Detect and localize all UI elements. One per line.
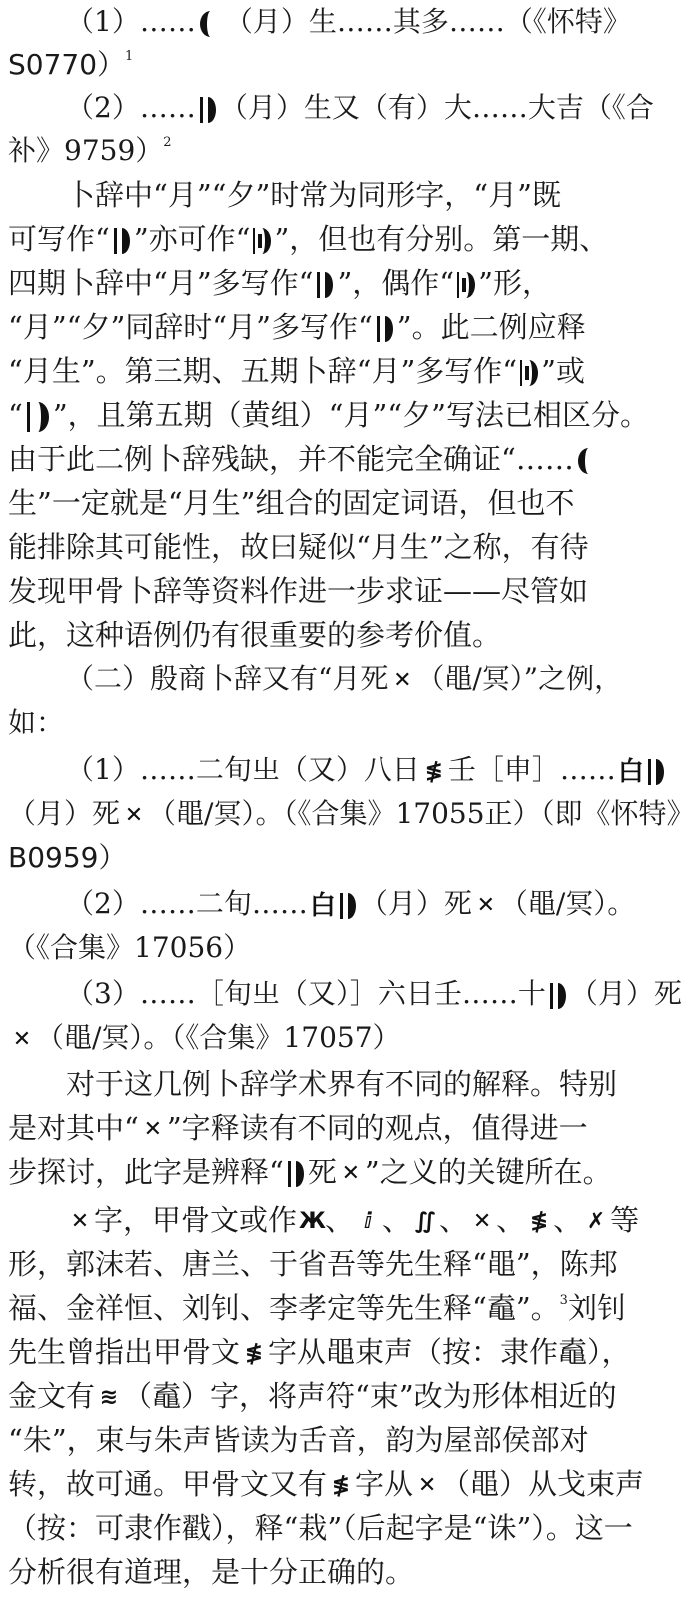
moon-glyph-icon	[288, 1161, 304, 1187]
text-run: 、	[382, 1203, 412, 1237]
text-run: 壬［申］……	[447, 753, 616, 786]
text-run: “	[8, 398, 23, 432]
ming-frog-glyph-icon: ✕	[124, 802, 144, 828]
text-run: （月）生……其多……（《怀特》	[224, 5, 631, 38]
moon-bold-glyph-icon	[27, 402, 49, 432]
text-run: 、	[496, 1203, 526, 1237]
text-run: 字从	[355, 1467, 414, 1501]
text-run: ”。此二例应释	[396, 310, 586, 344]
footnote-ref: 2	[163, 135, 172, 150]
text-run: 补》9759）	[8, 134, 164, 167]
text-run: （1）……	[66, 5, 196, 38]
ming-frog-glyph-icon: ✕	[476, 892, 496, 918]
text-run: 先生曾指出甲骨文	[8, 1335, 241, 1369]
moon-glyph-icon	[377, 316, 393, 342]
text-run: （按：可隶作戳），释“栽”（后起字是“诛”）。这一	[8, 1511, 633, 1545]
section-2-example-3-line-2	[8, 1018, 594, 1058]
text-run: （2）……	[66, 91, 196, 124]
text-run: 此，这种语例仍有很重要的参考价值。	[8, 618, 502, 652]
text-run: 生”一定就是“月生”组合的固定词语，但也不	[8, 486, 575, 520]
section-2-example-1-line-2	[8, 794, 695, 834]
text-run: 形，郭沫若、唐兰、于省吾等先生释“黽”，陈邦	[8, 1247, 618, 1281]
text-run: ”，偶作“	[337, 266, 455, 300]
paragraph-3-line	[8, 1420, 594, 1460]
paragraph-3-line	[8, 1288, 626, 1328]
section-2-example-1	[8, 750, 644, 790]
text-run: ”亦可作“	[133, 222, 251, 256]
text-run: 字从黽束声（按：隶作鼁），	[268, 1335, 631, 1369]
text-run: 如：	[8, 706, 65, 739]
text-run: 等	[610, 1203, 640, 1237]
text-run: “月生”。第三期、五期卜辞“月”多写作“	[8, 354, 518, 388]
text-run: （月）生又（有）大……大吉（《合	[219, 91, 654, 124]
paragraph-1-line	[8, 219, 609, 259]
text-run: 、	[553, 1203, 583, 1237]
section-2-example-2-line-2	[8, 928, 594, 968]
ming-frog-glyph-icon: ✕	[12, 1026, 32, 1052]
text-run: 转，故可通。甲骨文又有	[8, 1467, 328, 1501]
text-run: ”，且第五期（黄组）“月”“夕”写法已相区分。	[52, 398, 649, 432]
text-run: （黽/冥）。（《合集》17055正）（即《怀特》	[148, 797, 695, 830]
ming-frog-glyph-icon: ✕	[143, 1117, 163, 1142]
text-run: “月”“夕”同辞时“月”多写作“	[8, 310, 373, 344]
frog-variant-glyph-icon: ∬	[414, 1209, 436, 1234]
text-run: （二）殷商卜辞又有“月死	[66, 662, 389, 695]
text-run: 、	[439, 1203, 469, 1237]
text-run: B0959）	[8, 841, 127, 874]
paragraph-2-line	[8, 1152, 612, 1192]
text-run: （月）死	[569, 977, 682, 1010]
paragraph-1-line	[8, 527, 594, 567]
example-2-line-1	[8, 88, 654, 128]
paragraph-1-line	[8, 351, 594, 391]
moon-glyph-icon	[317, 272, 333, 298]
paragraph-3-line	[8, 1464, 645, 1504]
moon-glyph-icon	[200, 97, 216, 123]
footnote-ref: 3	[559, 1293, 568, 1308]
moon-crescent-glyph-icon	[200, 11, 221, 37]
text-run: 、	[325, 1203, 355, 1237]
text-run: 步探讨，此字是辨释“	[8, 1155, 284, 1189]
moon-variant-glyph-icon	[520, 360, 538, 386]
text-run: （鼁）字，将声符“束”改为形体相近的	[123, 1379, 617, 1413]
moon-glyph-icon	[648, 759, 664, 785]
paragraph-2-line	[8, 1108, 594, 1148]
moon-glyph-icon	[340, 893, 356, 919]
section-2-example-2	[8, 884, 636, 924]
text-run: S0770）	[8, 48, 126, 81]
frog-variant-glyph-icon: ≸	[331, 1473, 351, 1498]
bai-glyph-icon: 白	[617, 756, 644, 787]
text-run: 死	[307, 1155, 337, 1189]
text-run: 发现甲骨卜辞等资料作进一步求证——尽管如	[8, 574, 589, 608]
frog-variant-glyph-icon: Ж	[299, 1209, 326, 1234]
section-2-example-1-line-3	[8, 838, 594, 878]
moon-crescent-glyph-icon	[578, 448, 599, 474]
paragraph-1-line	[8, 483, 594, 523]
text-run: 对于这几例卜辞学术界有不同的解释。特别	[66, 1067, 618, 1101]
text-run: 可写作“	[8, 222, 110, 256]
text-run: （1）……二旬㞢（又）八日	[66, 753, 420, 786]
text-run: ”，但也有分别。第一期、	[274, 222, 609, 256]
frog-variant-glyph-icon: ✗	[586, 1209, 606, 1234]
paragraph-2-line	[8, 1064, 618, 1104]
text-run: 是对其中“	[8, 1111, 139, 1145]
paragraph-3-line	[8, 1332, 631, 1372]
text-run: （《合集》17056）	[8, 931, 252, 964]
section-2-line	[8, 703, 594, 743]
moon-variant-glyph-icon	[253, 228, 271, 254]
ming-frog-glyph-icon: ✕	[393, 667, 412, 693]
paragraph-1-line	[8, 175, 594, 215]
ming-frog-glyph-icon: ✕	[70, 1209, 90, 1234]
text-run: ”形，	[478, 266, 551, 300]
text-run: 分析很有道理，是十分正确的。	[8, 1555, 415, 1589]
text-run: （2）……二旬……	[66, 887, 308, 920]
example-2-line-2	[8, 131, 594, 171]
frog-variant-glyph-icon: ⅈ	[364, 1209, 372, 1234]
paragraph-1-line	[8, 571, 594, 611]
text-run: （黽/冥）。	[499, 887, 636, 920]
text-run: “朱”，束与朱声皆读为舌音，韵为屋部侯部对	[8, 1423, 589, 1457]
text-run: （黽）从戈束声	[441, 1467, 645, 1501]
section-2-heading	[8, 659, 623, 699]
text-run: （月）死	[359, 887, 472, 920]
text-run: （黽/冥）”之例，	[416, 662, 623, 695]
example-1-line-2	[8, 45, 594, 85]
text-run: 字，甲骨文或作	[94, 1203, 298, 1237]
paragraph-3-line	[8, 1508, 633, 1548]
frog-variant-glyph-icon: ≸	[244, 1341, 264, 1366]
bronze-frog-glyph-icon: ≋	[99, 1385, 119, 1410]
footnote-ref: 1	[125, 49, 134, 64]
paragraph-1-line	[8, 307, 594, 347]
text-run: （月）死	[8, 797, 121, 830]
text-run: 金文有	[8, 1379, 96, 1413]
text-run: ”或	[541, 354, 585, 388]
text-run: ”之义的关键所在。	[364, 1155, 612, 1189]
example-1-line-1	[8, 2, 631, 42]
paragraph-1-line	[8, 395, 649, 435]
paragraph-1-line	[8, 439, 594, 479]
frog-variant-glyph-icon: ✕	[472, 1209, 492, 1234]
moon-glyph-icon	[114, 228, 130, 254]
text-run: （3）……［旬㞢（又）］六日壬……十	[66, 977, 546, 1010]
section-2-example-3	[8, 974, 682, 1014]
text-run: 刘钊	[567, 1291, 626, 1325]
paragraph-3-line	[8, 1244, 618, 1284]
text-run: ”字释读有不同的观点，值得进一	[166, 1111, 588, 1145]
paragraph-1-line	[8, 615, 594, 655]
paragraph-3-line	[8, 1376, 617, 1416]
paragraph-3-line	[8, 1552, 594, 1592]
text-run: （黽/冥）。（《合集》17057）	[36, 1021, 401, 1054]
text-run: 福、金祥恒、刘钊、李孝定等先生释“鼁”。	[8, 1291, 560, 1325]
text-run: 卜辞中“月”“夕”时常为同形字，“月”既	[66, 178, 561, 212]
text-run: 由于此二例卜辞残缺，并不能完全确证“……	[8, 442, 574, 476]
ming-frog-glyph-icon: ✕	[341, 1161, 361, 1186]
paragraph-3-line	[8, 1200, 640, 1240]
bai-glyph-icon: 白	[309, 890, 336, 921]
moon-variant-glyph-icon	[457, 272, 475, 298]
text-run: 四期卜辞中“月”多写作“	[8, 266, 314, 300]
frog-variant-glyph-icon: ≸	[529, 1209, 549, 1234]
jia-glyph-icon: ≸	[424, 758, 444, 784]
ming-frog-glyph-icon: ✕	[417, 1473, 437, 1498]
paragraph-1-line	[8, 263, 594, 303]
text-run: 能排除其可能性，故曰疑似“月生”之称，有待	[8, 530, 589, 564]
moon-glyph-icon	[550, 983, 566, 1009]
